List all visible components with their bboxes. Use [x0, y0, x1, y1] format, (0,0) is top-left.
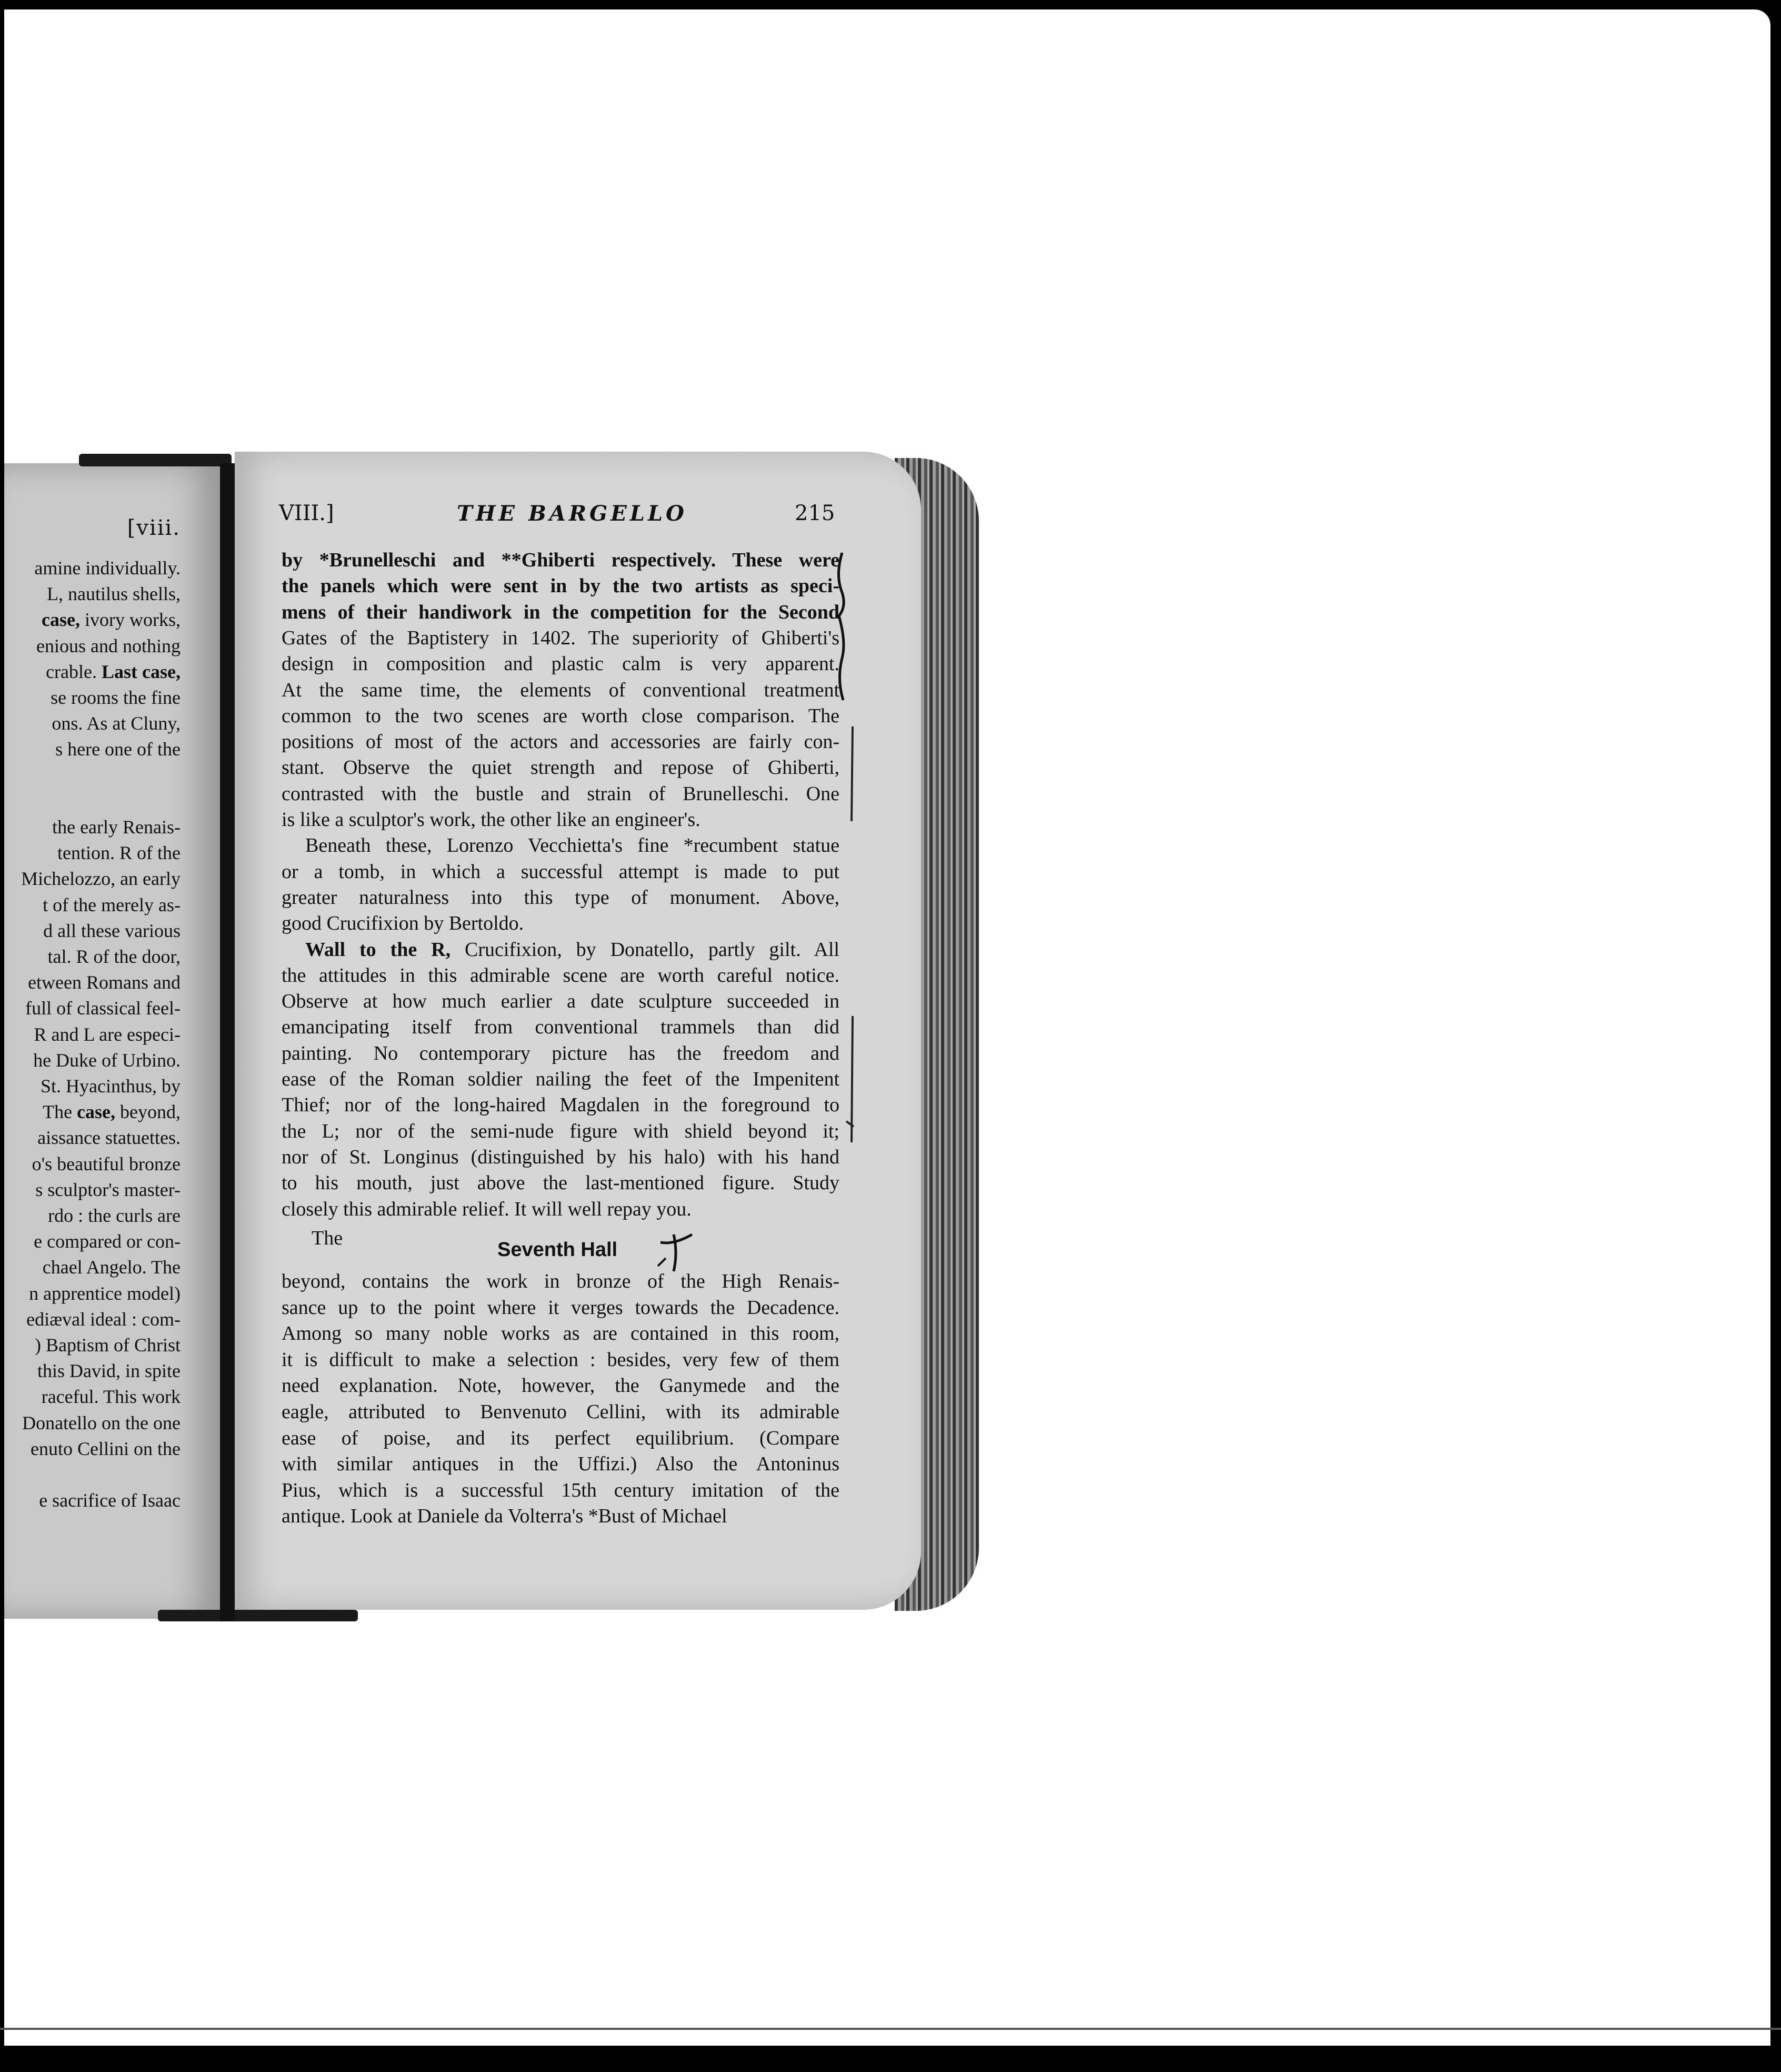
text-line: Michelozzo, an early	[21, 868, 181, 890]
text-line: n apprentice model)	[29, 1282, 181, 1304]
text-line: se rooms the fine	[51, 687, 181, 708]
text-line: R and L are especi-	[34, 1023, 181, 1045]
text-line: the early Renais-	[52, 816, 181, 838]
text-line: ease of the Roman soldier nailing the feet of the Impenitent	[282, 1068, 839, 1090]
text-line: need explanation. Note, however, the Ganymede and the	[282, 1374, 839, 1397]
text-line	[305, 938, 839, 961]
scan-edge-line	[0, 2028, 1781, 2030]
text-line: beyond, contains the work in bronze of the High Renais-	[282, 1270, 839, 1292]
scan-border-right	[1770, 0, 1781, 2072]
section-heading: Seventh Hall	[497, 1239, 618, 1261]
text-line: painting. No contemporary picture has the freedom and	[282, 1042, 839, 1064]
text-line: Among so many noble works as are contained in this room,	[282, 1322, 839, 1345]
text-segment: beyond,	[115, 1101, 181, 1123]
book-spine-top	[79, 454, 232, 466]
text-line: antique. Look at Daniele da Volterra's *Bust of Michael	[282, 1505, 727, 1528]
text-line: e sacrifice of Isaac	[39, 1490, 181, 1511]
text-line: raceful. This work	[41, 1386, 181, 1408]
text-line: or a tomb, in which a successful attempt is made to put	[282, 860, 839, 883]
text-line: s here one of the	[55, 739, 181, 760]
text-line: ease of poise, and its perfect equilibrium. (Compare	[282, 1427, 839, 1449]
text-line: amine individually.	[34, 557, 181, 579]
text-line: enuto Cellini on the	[31, 1438, 181, 1459]
text-line: etween Romans and	[28, 972, 181, 993]
text-line: mens of their handiwork in the competition for the Second	[282, 601, 839, 623]
text-line: emancipating itself from conventional trammels than did	[282, 1016, 839, 1039]
text-line: full of classical feel-	[25, 998, 181, 1019]
text-line: Thief; nor of the long-haired Magdalen in the foreground to	[282, 1094, 839, 1117]
book-spine-bottom	[158, 1610, 358, 1621]
text-line: chael Angelo. The	[42, 1257, 181, 1278]
text-line: aissance statuettes.	[37, 1127, 181, 1149]
left-page-header: [viii.	[127, 516, 181, 540]
text-line	[43, 1101, 181, 1123]
text-line: rdo : the curls are	[48, 1205, 181, 1226]
text-segment: Crucifixion, by Donatello, partly gilt. All	[451, 938, 839, 961]
text-line: greater naturalness into this type of monument. Above,	[282, 886, 839, 909]
text-line: this David, in spite	[37, 1360, 181, 1382]
bold-term: Last case,	[102, 661, 181, 682]
text-line: stant. Observe the quiet strength and repose of Ghiberti,	[282, 756, 839, 779]
text-line: eagle, attributed to Benvenuto Cellini, with its admirable	[282, 1401, 839, 1423]
margin-bracket-marks	[832, 542, 863, 1174]
text-line: s sculptor's master-	[35, 1179, 181, 1200]
text-line: d all these various	[43, 920, 181, 941]
text-line: he Duke of Urbino.	[33, 1049, 181, 1071]
text-line: At the same time, the elements of conventional treatment	[282, 679, 839, 701]
text-line: common to the two scenes are worth close comparison. The	[282, 704, 839, 727]
text-line: to his mouth, just above the last-mentioned figure. Study	[282, 1172, 839, 1194]
handwritten-x-mark	[653, 1229, 700, 1277]
text-line: sance up to the point where it verges towards the Decadence.	[282, 1296, 839, 1319]
bold-term: case,	[77, 1101, 116, 1123]
text-line: ) Baptism of Christ	[35, 1334, 181, 1356]
text-line: e compared or con-	[34, 1231, 181, 1252]
book-gutter	[220, 463, 235, 1621]
text-line: closely this admirable relief. It will well repay you.	[282, 1198, 692, 1220]
text-line: contrasted with the bustle and strain of Brunelleschi. One	[282, 782, 839, 805]
page-number: 215	[795, 501, 835, 525]
text-line: ediæval ideal : com-	[26, 1308, 181, 1330]
text-line: Donatello on the one	[22, 1412, 181, 1433]
text-line: by *Brunelleschi and **Ghiberti respectively. These were	[282, 549, 839, 571]
text-line	[42, 609, 181, 631]
text-line: good Crucifixion by Bertoldo.	[282, 912, 524, 935]
text-line: Pius, which is a successful 15th century imitation of the	[282, 1479, 839, 1501]
text-line: o's beautiful bronze	[32, 1153, 181, 1174]
bold-term: Wall to the R,	[305, 938, 451, 961]
text-line: Gates of the Baptistery in 1402. The superiority of Ghiberti's	[282, 626, 839, 649]
paragraph-lead-word: The	[312, 1227, 343, 1249]
page-section-header: VIII.]	[279, 501, 334, 525]
text-line: Observe at how much earlier a date sculpture succeeded in	[282, 990, 839, 1013]
text-line: positions of most of the actors and accessories are fairly con-	[282, 731, 839, 753]
bold-term: case,	[42, 609, 80, 631]
page-running-title: THE BARGELLO	[457, 501, 687, 526]
text-line: the L; nor of the semi-nude figure with shield beyond it;	[282, 1120, 839, 1142]
text-segment: ivory works,	[80, 609, 181, 631]
text-line: enious and nothing	[36, 635, 181, 656]
text-line: the attitudes in this admirable scene are worth careful notice.	[282, 964, 839, 987]
text-line: it is difficult to make a selection : besides, very few of them	[282, 1348, 839, 1371]
text-line: nor of St. Longinus (distinguished by his halo) with his hand	[282, 1145, 839, 1168]
text-line: tention. R of the	[57, 842, 181, 864]
text-line: L, nautilus shells,	[47, 583, 181, 605]
text-line: the panels which were sent in by the two artists as speci-	[282, 575, 839, 597]
text-line: tal. R of the door,	[47, 946, 181, 967]
text-line: design in composition and plastic calm is very apparent.	[282, 653, 839, 675]
text-line: St. Hyacinthus, by	[41, 1075, 181, 1097]
text-segment: The	[43, 1101, 77, 1123]
text-line: ons. As at Cluny,	[52, 713, 181, 734]
scan-border-bottom	[0, 2046, 1781, 2072]
text-line	[46, 661, 181, 683]
text-line: is like a sculptor's work, the other like an engineer's.	[282, 809, 701, 831]
text-segment: crable.	[46, 661, 102, 682]
text-line: t of the merely as-	[43, 894, 181, 915]
text-line: Beneath these, Lorenzo Vecchietta's fine *recumbent statue	[305, 834, 839, 857]
text-line: with similar antiques in the Uffizi.) Also the Antoninus	[282, 1453, 839, 1476]
left-page	[4, 463, 220, 1619]
